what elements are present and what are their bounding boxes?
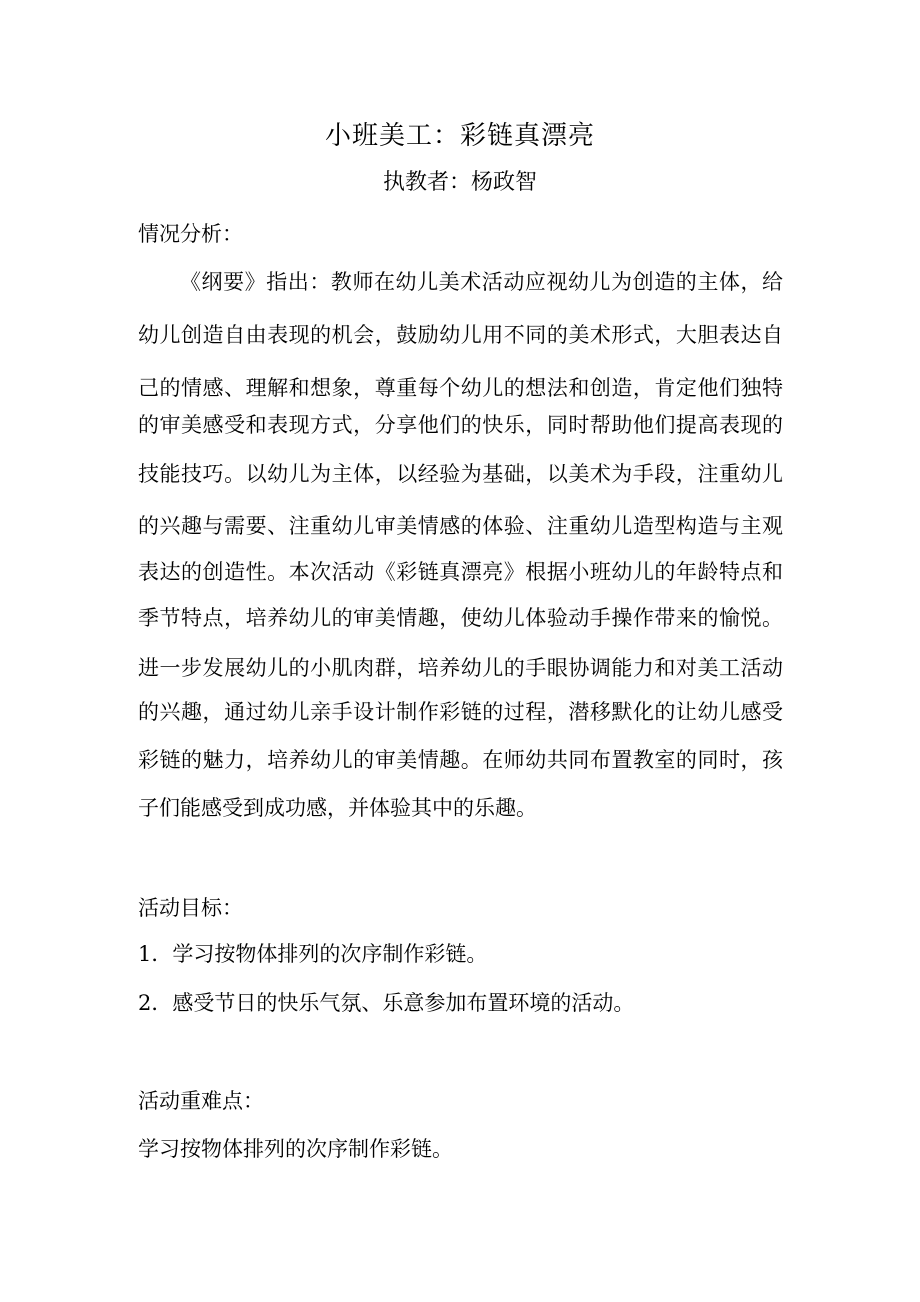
- goal-item: 2．感受节日的快乐气氛、乐意参加布置环境的活动。: [138, 991, 635, 1015]
- analysis-line: 进一步发展幼儿的小肌肉群，培养幼儿的手眼协调能力和对美工活动: [138, 656, 783, 680]
- document-title: 小班美工：彩链真漂亮: [324, 121, 595, 151]
- analysis-line: 己的情感、理解和想象，尊重每个幼儿的想法和创造，肯定他们独特: [138, 376, 783, 400]
- keypoints-heading: 活动重难点：: [138, 1089, 264, 1113]
- goals-heading: 活动目标：: [138, 896, 243, 920]
- analysis-line: 的兴趣与需要、注重幼儿审美情感的体验、注重幼儿造型构造与主观: [138, 514, 783, 538]
- analysis-line: 《纲要》指出：教师在幼儿美术活动应视幼儿为创造的主体，给: [180, 270, 783, 294]
- analysis-line: 的兴趣，通过幼儿亲手设计制作彩链的过程，潜移默化的让幼儿感受: [138, 700, 783, 724]
- author-line: 执教者：杨政智: [382, 170, 537, 195]
- analysis-line: 技能技巧。以幼儿为主体，以经验为基础，以美术为手段，注重幼儿: [138, 462, 783, 486]
- analysis-line: 子们能感受到成功感，并体验其中的乐趣。: [138, 796, 537, 820]
- analysis-heading: 情况分析：: [138, 222, 243, 246]
- analysis-line: 季节特点，培养幼儿的审美情趣，使幼儿体验动手操作带来的愉悦。: [138, 606, 783, 630]
- analysis-line: 幼儿创造自由表现的机会，鼓励幼儿用不同的美术形式，大胆表达自: [138, 323, 783, 347]
- goal-item: 1．学习按物体排列的次序制作彩链。: [138, 942, 488, 966]
- analysis-line: 表达的创造性。本次活动《彩链真漂亮》根据小班幼儿的年龄特点和: [138, 560, 783, 584]
- keypoints-text: 学习按物体排列的次序制作彩链。: [138, 1137, 453, 1161]
- analysis-line: 彩链的魅力，培养幼儿的审美情趣。在师幼共同布置教室的同时，孩: [138, 748, 783, 772]
- analysis-line: 的审美感受和表现方式，分享他们的快乐，同时帮助他们提高表现的: [138, 413, 783, 437]
